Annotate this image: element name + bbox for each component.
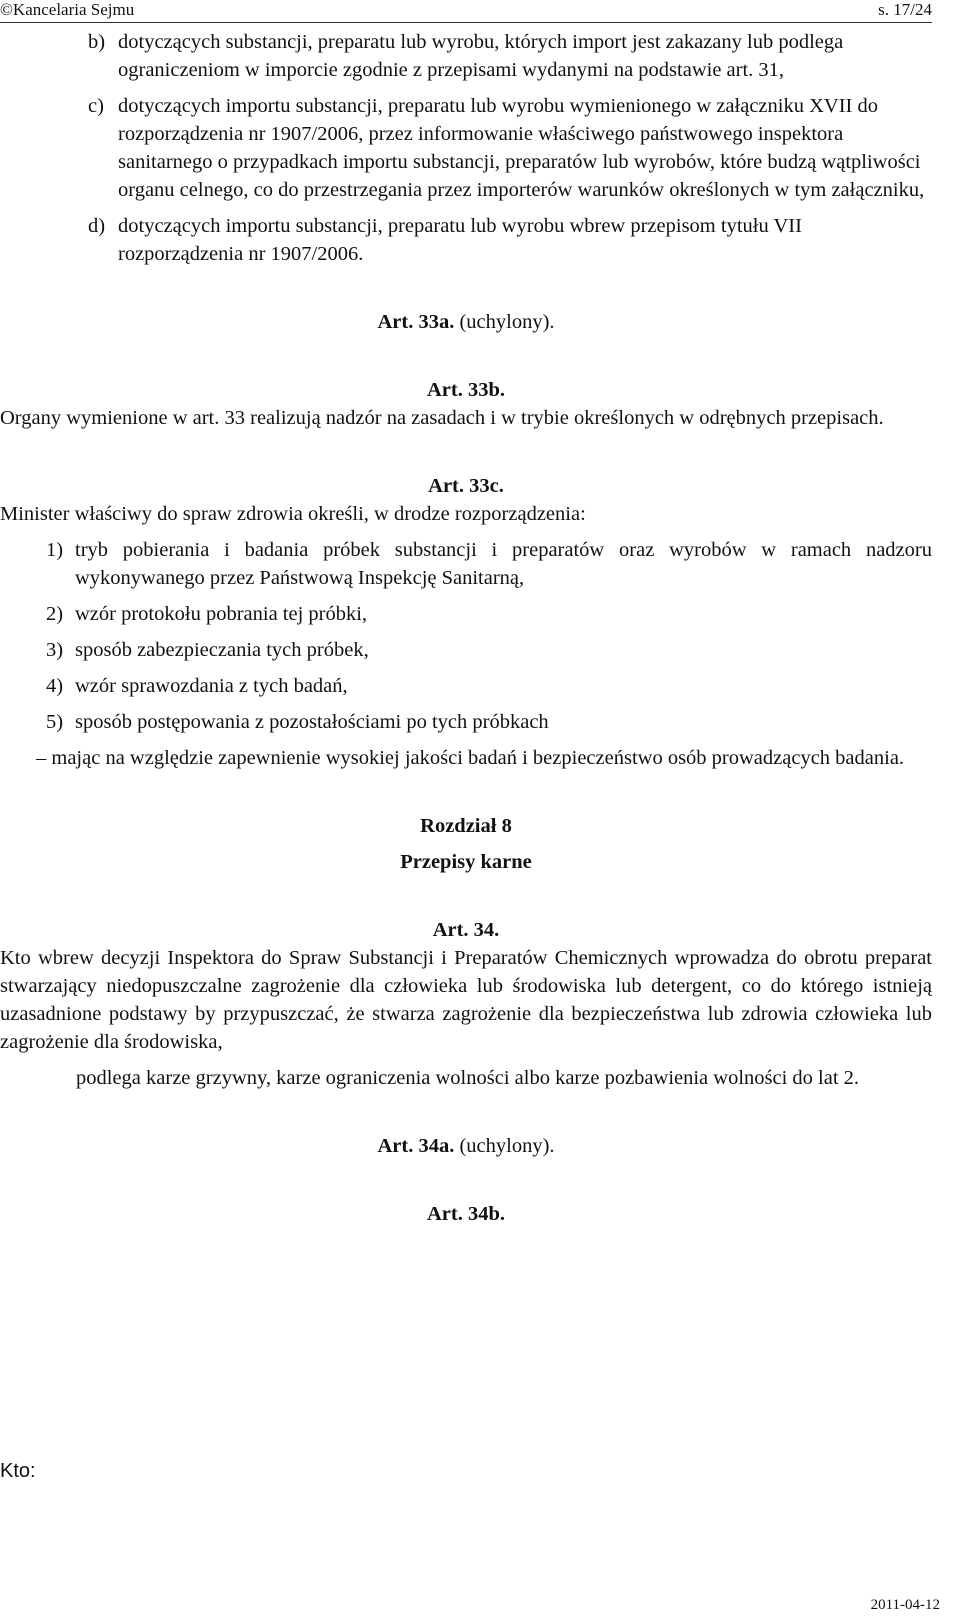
article-label: Art. 33b.: [426, 379, 505, 401]
list-item-text: dotyczących substancji, preparatu lub wyrobu, których import jest zakazany lub podlega ograniczeniom w imporcie zgodnie z przepisami wydanymi na podstawie art. 31,: [118, 31, 844, 81]
list-item-b: [88, 28, 932, 84]
article-34-penalty: podlega karze grzywny, karze ograniczenia wolności albo karze pozbawienia wolności do lat 2.: [76, 1067, 860, 1089]
list-marker: d): [88, 215, 106, 237]
article-34b-heading: [0, 1200, 932, 1228]
article-33a: [0, 308, 932, 336]
list-item-d: [88, 212, 932, 268]
article-label: Art. 33c.: [428, 475, 504, 497]
page-header: [0, 0, 932, 24]
chapter-number: Rozdział 8: [420, 815, 512, 837]
footer-date: 2011-04-12: [870, 1597, 940, 1613]
article-33c-closing: – mając na względzie zapewnienie wysokiej jakości badań i bezpieczeństwo osób prowadzących badania.: [36, 747, 905, 769]
list-item-3: [46, 636, 932, 664]
list-item-5: [46, 708, 932, 736]
article-label: Art. 34b.: [426, 1203, 505, 1225]
list-marker: 5): [46, 711, 64, 733]
article-33c-intro: Minister właściwy do spraw zdrowia określi, w drodze rozporządzenia:: [0, 503, 586, 525]
list-marker: 3): [46, 639, 64, 661]
list-item-1: [46, 536, 932, 592]
list-item-c: [88, 92, 932, 204]
list-marker: 2): [46, 603, 64, 625]
list-marker: 1): [46, 539, 64, 561]
document-body: [0, 28, 932, 1228]
list-marker: c): [88, 95, 104, 117]
article-34-heading: [0, 916, 932, 944]
list-item-text: tryb pobierania i badania próbek substancji i preparatów oraz wyrobów w ramach nadzoru wykonywanego przez Państwową Inspekcję Sanitarną,: [75, 539, 932, 589]
header-rule: [0, 22, 932, 23]
chapter-title: Przepisy karne: [400, 851, 532, 873]
article-label: Art. 34a.: [377, 1135, 455, 1157]
article-33b-text: Organy wymienione w art. 33 realizują nadzór na zasadach i w trybie określonych w odrębnych przepisach.: [0, 407, 884, 429]
list-marker: 4): [46, 675, 64, 697]
article-text: (uchylony).: [454, 1135, 555, 1157]
article-label: Art. 33a.: [377, 311, 455, 333]
article-34-text: Kto wbrew decyzji Inspektora do Spraw Substancji i Preparatów Chemicznych wprowadza do obrotu preparat stwarzający niedopuszczalne zagrożenie dla człowieka lub środowiska lub detergent, co do którego istnieją uzasadnione podstawy by przypuszczać, że stwarza zagrożenie dla bezpieczeństwa lub zdrowia człowieka lub zagrożenie dla środowiska,: [0, 947, 932, 1053]
list-item-text: sposób postępowania z pozostałościami po tych próbkach: [75, 711, 549, 733]
list-item-2: [46, 600, 932, 628]
list-item-text: dotyczących importu substancji, preparatu lub wyrobu wymienionego w załączniku XVII do rozporządzenia nr 1907/2006, przez informowanie właściwego państwowego inspektora sanitarnego o przypadkach importu substancji, preparatów lub wyrobów, które budzą wątpliwości organu celnego, co do przestrzegania przez importerów warunków określonych w tym załączniku,: [118, 95, 925, 201]
header-source: ©Kancelaria Sejmu: [0, 0, 135, 19]
kto-label: Kto:: [0, 1460, 36, 1482]
article-34a: [0, 1132, 932, 1160]
list-item-text: wzór protokołu pobrania tej próbki,: [75, 603, 368, 625]
article-33c-heading: [0, 472, 932, 500]
article-text: (uchylony).: [454, 311, 555, 333]
list-item-text: wzór sprawozdania z tych badań,: [75, 675, 348, 697]
list-item-text: dotyczących importu substancji, preparatu lub wyrobu wbrew przepisom tytułu VII rozporządzenia nr 1907/2006.: [118, 215, 802, 265]
header-page-number: s. 17/24: [878, 0, 932, 19]
article-label: Art. 34.: [432, 919, 500, 941]
list-marker: b): [88, 31, 106, 53]
article-33b-heading: [0, 376, 932, 404]
list-item-4: [46, 672, 932, 700]
list-item-text: sposób zabezpieczania tych próbek,: [75, 639, 369, 661]
